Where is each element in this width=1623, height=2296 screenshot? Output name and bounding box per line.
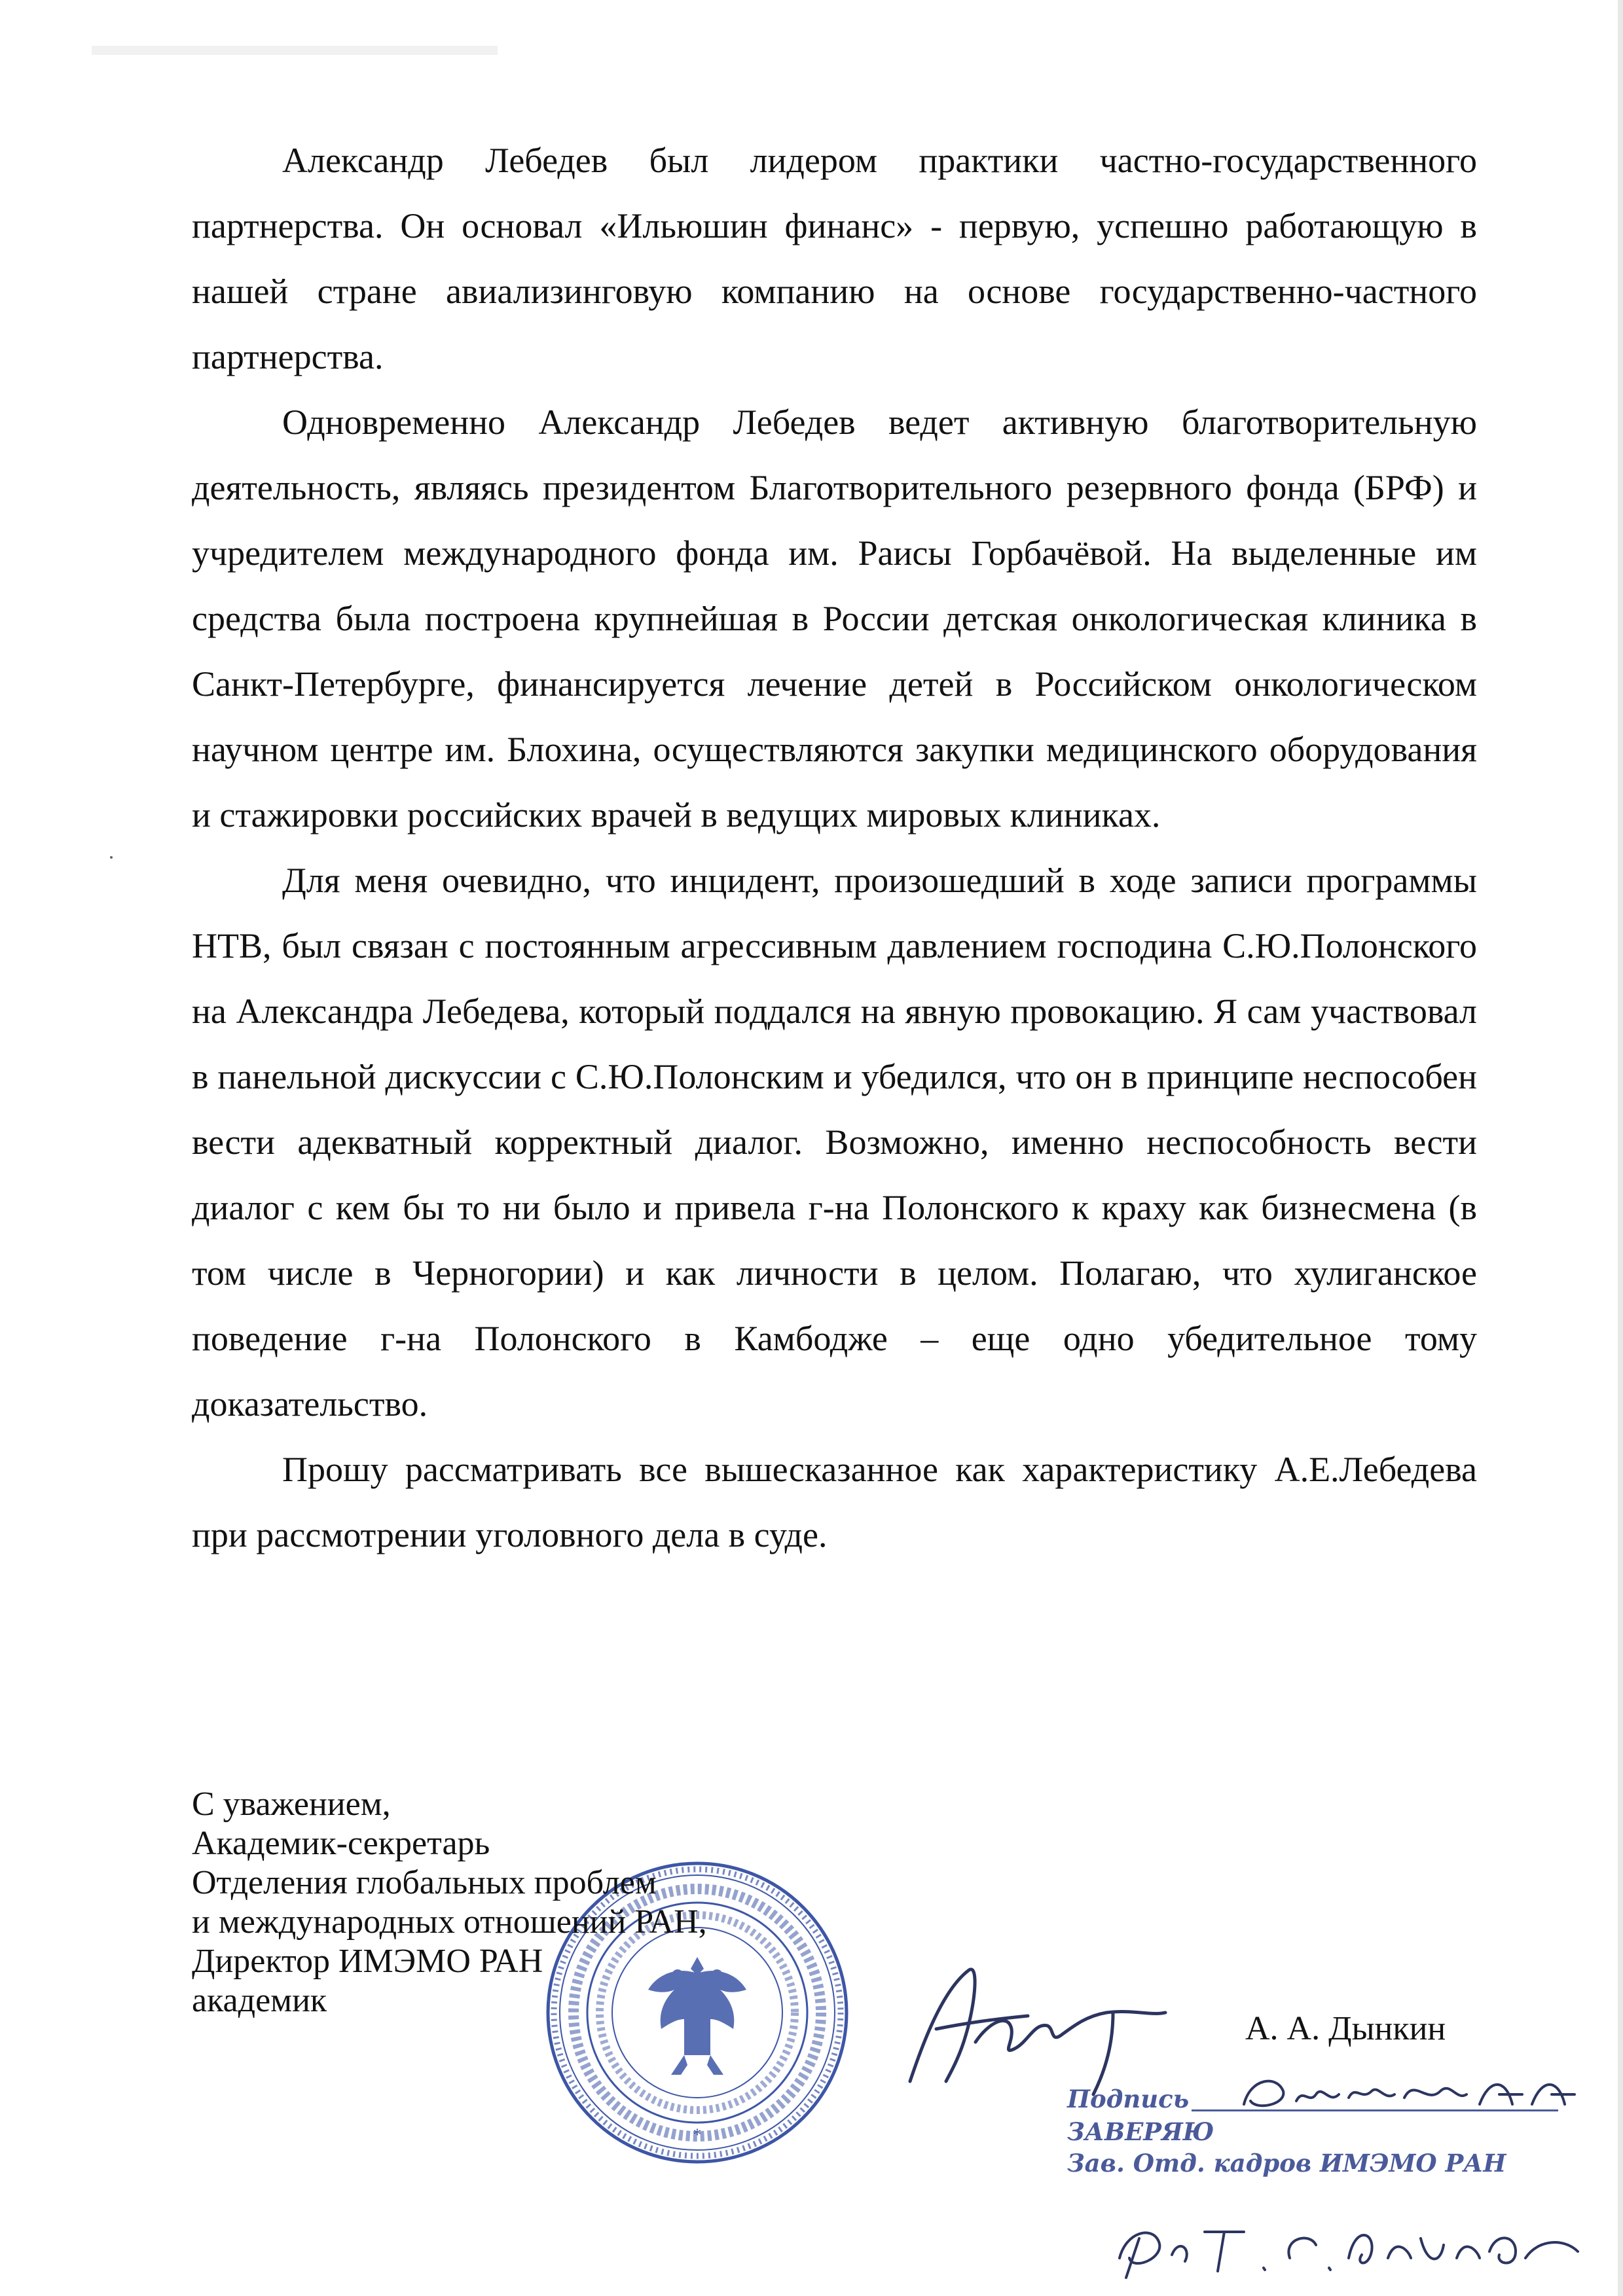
signer-name: А. А. Дынкин [1245, 2010, 1446, 2047]
closing-block [192, 1785, 707, 2020]
seal-star: * [693, 2125, 702, 2144]
title-line-4: Директор ИМЭМО РАН [192, 1943, 543, 1980]
title-line-1: Академик-секретарь [192, 1825, 490, 1862]
paragraph-4: Прошу рассматривать все вышесказанное как характеристику А.Е.Лебедева при рассмотрении уголовного дела в суде. [192, 1450, 1477, 1554]
stamp-certify: ЗАВЕРЯЮ [1067, 2117, 1214, 2146]
scan-artifact [92, 46, 498, 55]
hr-certification-stamp [1067, 2078, 1611, 2287]
page-edge [1618, 0, 1623, 2296]
stamp-signature-label: Подпись [1067, 2085, 1190, 2113]
paragraph-3: Для меня очевидно, что инцидент, произошедший в ходе записи программы НТВ, был связан с постоянным агрессивным давлением господина С.Ю.Полонского на Александра Лебедева, который поддался на явную провокацию. Я сам участвовал в панельной дискуссии с С.Ю.Полонским и убедился, что он в принципе неспособен вести адекватный корректный диалог. Возможно, именно неспособность вести диалог с кем бы то ни было и привела г-на Полонского к краху как бизнесмена (в том числе в Черногории) и как личности в целом. Полагаю, что хулиганское поведение г-на Полонского в Камбодже – еще одно убедительное тому доказательство. [192, 861, 1477, 1424]
title-line-3: и международных отношений РАН, [192, 1903, 707, 1941]
title-line-5: академик [192, 1982, 327, 2019]
handwritten-name [1231, 2065, 1597, 2124]
paragraph-1: Александр Лебедев был лидером практики частно-государственного партнерства. Он основал «Ильюшин финанс» - первую, успешно работающую в нашей стране авиализинговую компанию на основе государственно-частного партнерства. [192, 141, 1477, 376]
stamp-department: Зав. Отд. кадров ИМЭМО РАН [1067, 2149, 1506, 2178]
title-line-2: Отделения глобальных проблем [192, 1864, 657, 1901]
paragraph-2: Одновременно Александр Лебедев ведет активную благотворительную деятельность, являясь президентом Благотворительного резервного фонда (БРФ) и учредителем международного фонда им. Раисы Горбачёвой. На выделенные им средства была построена крупнейшая в России детская онкологическая клиника в Санкт-Петербурге, финансируется лечение детей в Российском онкологическом научном центре им. Блохина, осуществляются закупки медицинского оборудования и стажировки российских врачей в ведущих мировых клиниках. [192, 403, 1477, 834]
regards-line: С уважением, [192, 1785, 391, 1823]
handwritten-hr-signer [1113, 2212, 1597, 2284]
scan-dot [110, 856, 113, 859]
letter-body [192, 128, 1477, 1568]
